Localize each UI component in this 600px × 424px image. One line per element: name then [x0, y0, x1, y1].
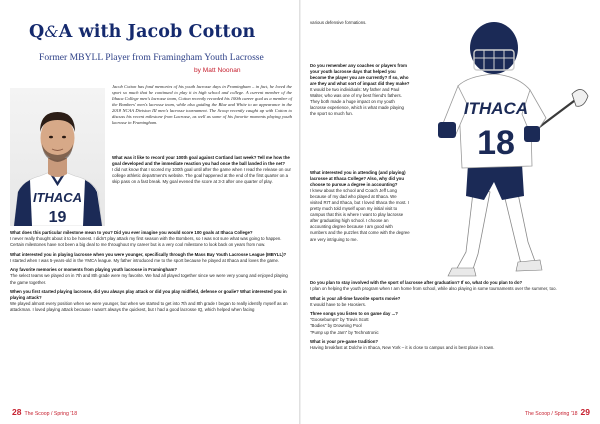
answer: I never really thought about it to be honest. I didn't play attack my first season with the Bombers, so I was not sure what was going to happen. Certain milestones have not been a big deal to me throughout my career but is a very cool milestone to look back on years from now.: [10, 236, 282, 248]
question: Do you remember any coaches or players from your youth lacrosse days that helped you become the player you are currently? If so, who are they and what sort of impact did they make?: [310, 63, 410, 87]
page-number-left: 28: [12, 407, 22, 417]
question: What is your all-time favorite sports movie?: [310, 295, 401, 301]
article-subtitle: Former MBYLL Player from Framingham Youth Lacrosse: [39, 52, 264, 63]
qa-block-coaches: [310, 63, 410, 121]
action-photo: [412, 14, 590, 284]
title-rest: A with Jacob Cotton: [58, 22, 256, 42]
intro-paragraph: Jacob Cotton has fond memories of his youth lacrosse days in Framingham – in fact, he loved the sport so much that he continued to play it in high school and college. A current member of the Ithaca College men's lacrosse team, Cotton recently recorded his 100th career goal as a member of the Bombers' men's lacrosse team, while also guiding the Blue and White to an appearance in the 2018 NCAA Division III men's lacrosse tournament. The Scoop recently caught up with Cotton to discuss his recent milestone from Lacrosse, as well as some of his favorite moments playing youth lacrosse in Framingham.: [112, 84, 292, 125]
page-number-right: 29: [580, 407, 590, 417]
action-jersey-text: ITHACA: [463, 99, 529, 118]
answer: We played almost every position when we were younger, but when we started to get into 7th and 8th grade I began to really identify myself as an attackman. I loved playing attack because I wasn't always the quickest, but I had a good lacrosse IQ, which helped when facing: [10, 301, 288, 313]
qa-block-right-lower: [310, 280, 592, 355]
answer: various defensive formations.: [310, 20, 367, 25]
answer: I plan on helping the youth program when I am home from school, while also playing in some tournaments over the summer, too.: [310, 286, 557, 292]
footer-left: [12, 407, 77, 417]
question: What is your pre-game tradition?: [310, 339, 379, 345]
title-q: Q: [29, 22, 45, 42]
publication-label-left: The Scoop / Spring '18: [24, 411, 78, 417]
qa-block-ithaca: [310, 170, 410, 246]
qa-continuation: [310, 20, 410, 30]
question: What interested you in attending (and playing) lacrosse at Ithaca College? Also, why did you choose to pursue a degree in accounting?: [310, 170, 406, 188]
action-jersey-number: 18: [477, 124, 515, 162]
answer: I did not know that I scored my 100th goal until after the game when I read the release on our college athletic department's website. The goal happened at the end of the first quarter on a skip pass on a fast break. My goal evened the score at 3-3 after one quarter of play.: [112, 167, 291, 185]
question: Three songs you listen to on game day ...?: [310, 311, 398, 317]
headshot-jersey-text: ITHACA: [32, 190, 83, 205]
publication-label-right: The Scoop / Spring '18: [524, 411, 578, 417]
spread-gutter: [299, 0, 301, 424]
answer: Having breakfast at Dolche in Ithaca, New York – it is close to campus and is best place in town.: [310, 345, 495, 351]
answer: It would have to be Hoosiers.: [310, 301, 367, 307]
answer: I started when I was 5-years-old in the YMCA league. My father introduced me to the sport because he played at Ithaca and loves the game.: [10, 257, 280, 263]
article-title: [29, 22, 255, 42]
headshot-photo: [10, 88, 105, 226]
answer: It would be two individuals: My father and Paul Walter, who was one of my best friend's fathers. They both made a huge impact on my youth lacrosse experience, which is what made playing the sport so much fun.: [310, 87, 404, 117]
question: What does this particular milestone mean to you? Did you ever imagine you would score 100 goals at Ithaca College?: [10, 230, 253, 235]
footer-right: [525, 407, 590, 417]
question: What interested you in playing lacrosse when you were younger, specifically through the Mass Bay Youth Lacrosse League (MBYLL)?: [10, 251, 287, 257]
question: Do you plan to stay involved with the sport of lacrosse after graduation? If so, what do you plan to do?: [310, 280, 523, 285]
answer: I knew about the school and Coach Jeff Long because of my dad who played at Ithaca. We visited RIT and Ithaca, but I loved Ithaca the most. I pretty much told myself upon my initial visit to campus that this is where I want to play lacrosse after graduating high school. I choose an accounting degree because I am good with numbers and the puzzles that come with the degree are very intriguing to me.: [310, 188, 410, 242]
answer: "Goosebumps" by Travis Scott "Bodies" by Drowning Pool "Pump up the Jam" by Technotronic: [310, 317, 379, 335]
qa-block-1: [112, 155, 292, 189]
qa-block-left-lower: [10, 230, 292, 317]
question: What was it like to record your 100th goal against Cortland last week? Tell me how the goal developed and the immediate reaction you had once the ball landed in the net?: [112, 155, 290, 167]
question: When you first started playing lacrosse, did you always play attack or did you play midfield, defense or goalie? What interested you in playing attack?: [10, 289, 287, 301]
title-ampersand: &: [44, 22, 59, 41]
headshot-jersey-number: 19: [48, 209, 67, 226]
question: Any favorite memories or moments from playing youth lacrosse in Framingham?: [10, 267, 178, 273]
article-byline: by Matt Noonan: [194, 67, 241, 74]
answer: The select teams we played on in 7th and 8th grade were my favorite. We had all played together since we were very young and enjoyed playing the game together.: [10, 273, 288, 285]
